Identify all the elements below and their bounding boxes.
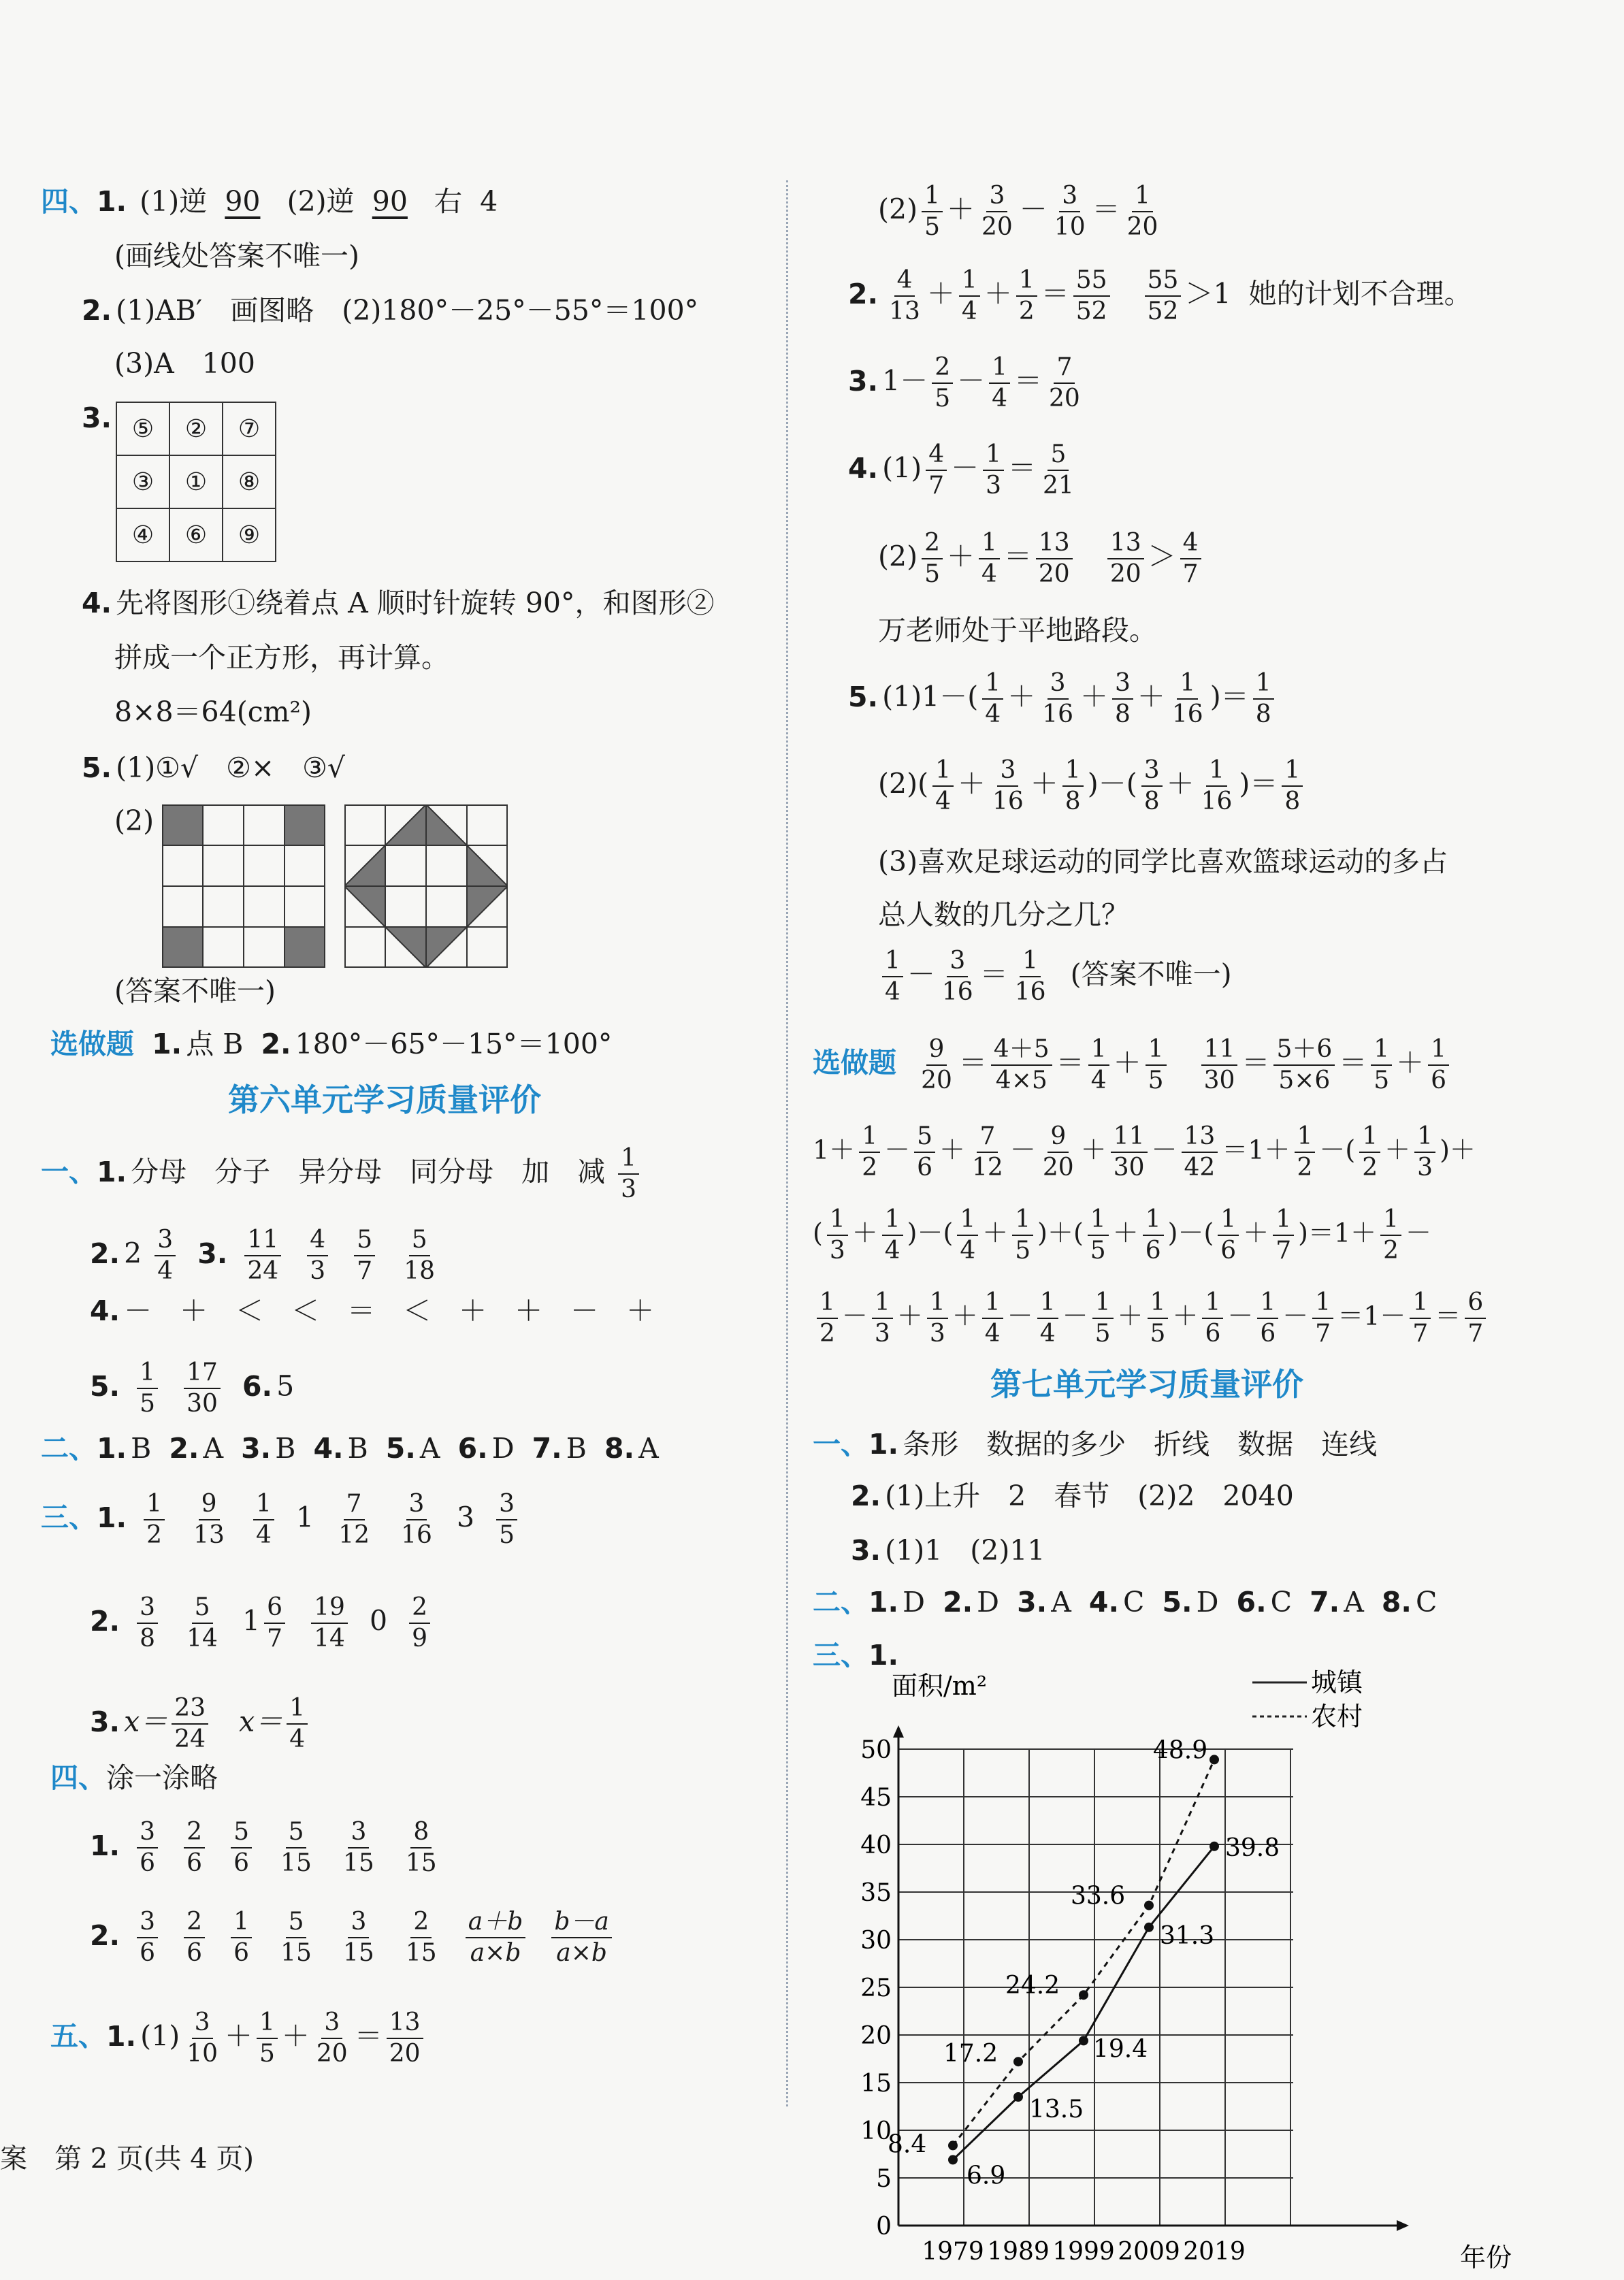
- fraction: $\frac{1}{4}$: [1088, 1035, 1109, 1096]
- fraction: $\frac{1}{8}$: [1062, 755, 1084, 817]
- fraction: $\frac{5}{6}$: [231, 1817, 252, 1878]
- u6-s1-q5-q6: 5. $\frac{1}{5}$ $\frac{17}{30}$ 6. 5: [90, 1358, 295, 1418]
- unit6-title: 第六单元学习质量评价: [228, 1081, 541, 1118]
- grid-cell: ⑦: [223, 402, 276, 455]
- fraction: $\frac{2}{9}$: [409, 1593, 430, 1654]
- fraction: $\frac{1}{6}$: [1202, 1288, 1223, 1349]
- fraction: $\frac{6}{7}$: [1465, 1288, 1486, 1349]
- u7-s3: 三、1.: [813, 1639, 899, 1672]
- x-axis-arrow: [1397, 2220, 1409, 2231]
- y-tick-label: 45: [860, 1784, 892, 1812]
- fraction: $\frac{3}{4}$: [155, 1225, 176, 1286]
- fraction: $\frac{1}{5}$: [257, 2008, 278, 2069]
- fraction: $\frac{5}{18}$: [404, 1226, 436, 1285]
- fraction: $\frac{1}{4}$: [882, 1205, 903, 1266]
- fraction: $\frac{5}{6}$: [914, 1122, 935, 1183]
- fraction: $\frac{1}{7}$: [1273, 1205, 1294, 1266]
- fraction: $\frac{5}{7}$: [354, 1225, 375, 1286]
- s4-q1: 四、1. (1)逆 90 (2)逆 90 右 4: [41, 185, 498, 218]
- s4-q2-b: (3)A 100: [114, 347, 255, 380]
- grid-cell: ⑧: [223, 455, 276, 508]
- u7-s1-q2: 2. (1)上升 2 春节 (2)2 2040: [851, 1480, 1294, 1512]
- r-optional-4: $\frac{1}{2}$ － $\frac{1}{3}$ ＋ $\frac{1}{3}$ ＋ $\frac{1}{4}$ － $\frac{1}{4}$ － $\frac{1}{5}$ ＋ $\frac{1}{5}$ ＋ $\frac{1}{6}$ － $\frac{1}{6}$ － $\frac{1}{7}$ ＝1－ $\frac{1}{7}$ ＝ $\frac{6}{7}$: [813, 1288, 1490, 1349]
- fraction: $\frac{1}{3}$: [872, 1288, 893, 1349]
- data-label: 6.9: [967, 2162, 1006, 2190]
- fraction: $\frac{19}{14}$: [311, 1593, 348, 1654]
- data-point: [1209, 1842, 1219, 1851]
- s4-q2: 2. (1)AB′ 画图略 (2)180°－25°－55°＝100°: [82, 294, 699, 327]
- fraction: $\frac{1}{4}$: [932, 755, 954, 817]
- fraction: $\frac{13}{20}$: [1107, 528, 1144, 589]
- fraction: $\frac{9}{13}$: [193, 1490, 225, 1549]
- page-footer: 案 第 2 页(共 4 页): [0, 2143, 254, 2175]
- fraction: $\frac{13}{20}$: [1036, 528, 1073, 589]
- fraction: $\frac{1}{16}$: [1171, 669, 1203, 728]
- r-q4-b: (2) $\frac{2}{5}$ ＋ $\frac{1}{4}$ ＝ $\frac{13}{20}$ $\frac{13}{20}$ ＞ $\frac{4}{7}$: [878, 528, 1205, 589]
- s4-q1-note: (画线处答案不唯一): [114, 240, 359, 272]
- s4-q5-b: (2): [114, 804, 155, 837]
- fraction: $\frac{4}{13}$: [889, 266, 920, 325]
- grid-cell: ⑨: [223, 508, 276, 561]
- x-tick-label: 2009: [1118, 2238, 1180, 2266]
- s4-q4-b: 拼成一个正方形，再计算。: [114, 641, 449, 674]
- s4-q4-c: 8×8＝64(cm²): [114, 696, 312, 728]
- fraction: $\frac{1}{4}$: [253, 1489, 274, 1550]
- fraction: $\frac{3}{15}$: [343, 1818, 374, 1877]
- u6-s3-q2: 2. $\frac{3}{8}$ $\frac{5}{14}$ 1 $\frac{6}{7}$ $\frac{19}{14}$ 0 $\frac{2}{9}$: [90, 1593, 434, 1654]
- x-tick-label: 1999: [1052, 2238, 1115, 2266]
- fraction: $\frac{1}{4}$: [989, 353, 1010, 414]
- chart-ylabel: 面积/m²: [892, 1671, 988, 1701]
- r-optional-1: 选做题 $\frac{9}{20}$ ＝ $\frac{4+5}{4\times 5}$ ＝ $\frac{1}{4}$ ＋ $\frac{1}{5}$ $\frac{11}{30}$ ＝ $\frac{5+6}{5\times 6}$ ＝ $\frac{1}{5}$ ＋ $\frac{1}{6}$: [813, 1035, 1453, 1096]
- fraction: $\frac{3}{6}$: [137, 1907, 158, 1968]
- fraction: $\frac{1}{3}$: [927, 1288, 948, 1349]
- number-grid: [116, 402, 276, 562]
- fraction: $\frac{5}{14}$: [186, 1593, 218, 1652]
- data-point: [1079, 2036, 1088, 2045]
- fraction: $\frac{2}{5}$: [932, 353, 953, 414]
- chart-xlabel: 年份: [1460, 2243, 1512, 2273]
- fraction: $\frac{9}{20}$: [921, 1035, 952, 1094]
- r-q1-2: (2) $\frac{1}{5}$ ＋ $\frac{3}{20}$ － $\frac{3}{10}$ ＝ $\frac{1}{20}$: [878, 181, 1165, 242]
- fraction: $\frac{1}{8}$: [1282, 755, 1303, 817]
- y-tick-label: 50: [860, 1736, 892, 1764]
- r-q4-c: 万老师处于平地路段。: [878, 614, 1157, 647]
- data-label: 17.2: [943, 2040, 998, 2068]
- y-tick-label: 30: [860, 1927, 892, 1955]
- fraction: $\frac{3}{15}$: [343, 1908, 374, 1967]
- fraction: $\frac{1}{8}$: [1253, 668, 1274, 730]
- optional-left: 选做题 1. 点 B 2. 180°－65°－15°＝100°: [50, 1028, 613, 1060]
- grid-figure-corners: [162, 804, 325, 968]
- data-point: [1209, 1755, 1219, 1764]
- fraction: $\frac{1}{3}$: [983, 440, 1004, 501]
- data-label: 8.4: [888, 2130, 927, 2159]
- x-tick-label: 2019: [1183, 2238, 1246, 2266]
- grid-cell: ②: [169, 402, 223, 455]
- data-point: [1079, 1990, 1088, 2000]
- fraction: $\frac{1}{5}$: [922, 181, 943, 242]
- data-point: [948, 2140, 958, 2150]
- grid-cell: ①: [169, 455, 223, 508]
- fraction: $\frac{1}{2}$: [144, 1489, 165, 1550]
- fraction: $\frac{5}{21}$: [1043, 440, 1074, 500]
- s4-q5-a: 5. (1)①√ ②× ③√: [82, 751, 346, 784]
- r-q5-e: $\frac{1}{4}$ － $\frac{3}{16}$ ＝ $\frac{1}{16}$ (答案不唯一): [878, 946, 1232, 1007]
- fraction: $\frac{11}{30}$: [1111, 1122, 1148, 1183]
- y-tick-label: 10: [860, 2117, 892, 2145]
- fraction: $\frac{1}{6}$: [231, 1907, 252, 1968]
- fraction: $\frac{1}{5}$: [1148, 1288, 1169, 1349]
- fraction: $\frac{3}{16}$: [941, 947, 973, 1006]
- data-label: 31.3: [1160, 1921, 1215, 1950]
- r-optional-2: 1＋ $\frac{1}{2}$ － $\frac{5}{6}$ ＋ $\frac{7}{12}$ － $\frac{9}{20}$ ＋ $\frac{11}{30}$ － $\frac{13}{42}$ ＝1＋ $\frac{1}{2}$ －( $\frac{1}{2}$ ＋ $\frac{1}{3}$ )＋: [813, 1122, 1476, 1182]
- fraction: $\frac{4}{3}$: [307, 1225, 328, 1286]
- fraction: $\frac{4}{7}$: [1180, 528, 1201, 589]
- fraction: $\frac{1}{3}$: [827, 1205, 848, 1266]
- fraction: $\frac{6}{7}$: [264, 1593, 285, 1654]
- legend-urban: 城镇: [1311, 1667, 1363, 1697]
- fraction: $\frac{1}{5}$: [1371, 1035, 1392, 1096]
- u7-s2: 二、1. D 2. D 3. A 4. C 5. D 6. C 7. A 8. C: [813, 1586, 1438, 1618]
- fraction: $\frac{3}{6}$: [137, 1817, 158, 1878]
- u7-s1-q1: 一、1. 条形 数据的多少 折线 数据 连线: [813, 1428, 1378, 1461]
- fraction: $\frac{1}{7}$: [1312, 1288, 1333, 1349]
- fraction: $\frac{11}{30}$: [1201, 1035, 1238, 1096]
- data-point: [1013, 2092, 1023, 2102]
- y-tick-label: 20: [860, 2022, 892, 2050]
- fraction: $\frac{3}{8}$: [137, 1593, 158, 1654]
- fraction: $\frac{2}{5}$: [922, 528, 943, 589]
- fraction: $\frac{11}{24}$: [244, 1225, 281, 1286]
- data-label: 24.2: [1005, 1972, 1060, 2000]
- u6-s1-q1: 一、1. 分母 分子 异分母 同分母 加 减 $\frac{1}{3}$: [41, 1143, 643, 1205]
- data-label: 33.6: [1071, 1882, 1126, 1910]
- fraction: $\frac{1}{5}$: [1012, 1205, 1033, 1266]
- fraction: $\frac{1}{3}$: [1414, 1122, 1435, 1183]
- fraction: $\frac{7}{20}$: [1049, 353, 1080, 412]
- fraction: $\frac{7}{12}$: [338, 1490, 370, 1549]
- data-label: 39.8: [1225, 1834, 1280, 1862]
- grid-cell: ⑤: [116, 402, 169, 455]
- fraction: $\frac{1}{16}$: [1201, 756, 1233, 815]
- fraction: $\frac{1}{4}$: [1037, 1288, 1058, 1349]
- fraction: $\frac{3}{8}$: [1141, 755, 1163, 817]
- fraction: $\frac{1}{5}$: [1146, 1035, 1167, 1096]
- u6-s4-q2: 2. $\frac{3}{6}$ $\frac{2}{6}$ $\frac{1}{6}$ $\frac{5}{15}$ $\frac{3}{15}$ $\frac{2}{15}$ $\frac{a+b}{a\times b}$ $\frac{b-a}{a\times b}$: [90, 1907, 616, 1968]
- fraction: $\frac{1}{7}$: [1410, 1288, 1431, 1349]
- fraction: $\frac{1}{6}$: [1257, 1288, 1278, 1349]
- fraction: $\frac{1}{4}$: [982, 1288, 1003, 1349]
- u6-s1-q4: 4. － ＋ ＜ ＜ ＝ ＜ ＋ ＋ － ＋: [90, 1294, 655, 1327]
- fraction: $\frac{1}{6}$: [1218, 1205, 1239, 1266]
- data-label: 48.9: [1153, 1736, 1208, 1765]
- x-tick-label: 1989: [987, 2238, 1050, 2266]
- grid-cell: ④: [116, 508, 169, 561]
- fraction: $\frac{5}{15}$: [280, 1908, 312, 1967]
- fraction: $\frac{2}{6}$: [184, 1817, 205, 1878]
- y-tick-label: 15: [860, 2070, 892, 2098]
- fraction: $\frac{1}{4}$: [959, 265, 980, 327]
- r-q5-c: (3)喜欢足球运动的同学比喜欢篮球运动的多占: [878, 845, 1448, 878]
- s4-q5-note: (答案不唯一): [114, 975, 276, 1007]
- fraction: $\frac{1}{2}$: [1295, 1122, 1316, 1183]
- data-point: [1144, 1923, 1154, 1932]
- fraction: $\frac{3}{16}$: [1042, 669, 1073, 728]
- fraction: $\frac{1}{4}$: [882, 946, 903, 1007]
- fraction: $\frac{55}{52}$: [1145, 265, 1182, 327]
- fraction: $\frac{1}{2}$: [859, 1122, 880, 1183]
- fraction: $\frac{3}{16}$: [992, 756, 1024, 815]
- x-tick-label: 1979: [922, 2238, 984, 2266]
- fraction: $\frac{5+6}{5\times 6}$: [1273, 1035, 1335, 1096]
- fraction: $\frac{1}{20}$: [1126, 182, 1158, 241]
- grid-cell: ⑥: [169, 508, 223, 561]
- fraction: $\frac{1}{4}$: [982, 668, 1003, 730]
- y-tick-label: 35: [860, 1879, 892, 1907]
- fraction: $\frac{3}{10}$: [186, 2008, 218, 2068]
- fraction: $\frac{3}{10}$: [1054, 182, 1086, 241]
- y-tick-label: 40: [860, 1831, 892, 1859]
- fraction: $\frac{3}{20}$: [316, 2008, 348, 2068]
- fraction: $\frac{1}{4}$: [957, 1205, 978, 1266]
- unit7-title: 第七单元学习质量评价: [990, 1366, 1303, 1403]
- fraction: $\frac{1}{5}$: [1088, 1205, 1109, 1266]
- data-point: [1013, 2057, 1023, 2066]
- fraction: $\frac{1}{16}$: [1014, 947, 1046, 1006]
- fraction: $\frac{3}{16}$: [401, 1490, 432, 1549]
- s4-q4-a: 4. 先将图形①绕着点 A 顺时针旋转 90°，和图形②: [82, 587, 715, 619]
- data-point: [948, 2155, 958, 2164]
- fraction: $\frac{1}{6}$: [1143, 1205, 1164, 1266]
- data-point: [1144, 1901, 1154, 1910]
- chart-labels: [860, 1736, 1280, 2266]
- fraction: $\frac{1}{2}$: [1016, 265, 1037, 327]
- fraction: $\frac{2}{15}$: [405, 1908, 437, 1967]
- u6-s4-q1: 1. $\frac{3}{6}$ $\frac{2}{6}$ $\frac{5}{6}$ $\frac{5}{15}$ $\frac{3}{15}$ $\frac{8}{15}$: [90, 1817, 444, 1878]
- fraction: $\frac{1}{6}$: [1428, 1035, 1449, 1096]
- fraction: $\frac{3}{20}$: [981, 182, 1013, 241]
- u7-s1-q3: 3. (1)1 (2)11: [851, 1534, 1045, 1567]
- fraction: $\frac{1}{4}$: [287, 1693, 308, 1755]
- fraction: $\frac{17}{30}$: [184, 1358, 221, 1419]
- fraction: $\frac{1}{3}$: [618, 1143, 639, 1205]
- fraction: $\frac{23}{24}$: [172, 1693, 208, 1755]
- grid-figure-diamond: [344, 804, 508, 968]
- fraction: $\frac{3}{5}$: [496, 1489, 517, 1550]
- fraction: $\frac{a+b}{a\times b}$: [466, 1907, 526, 1968]
- y-tick-label: 0: [876, 2213, 892, 2241]
- chart-axes: [893, 1725, 1409, 2231]
- u6-s3-q3: 3. x＝ $\frac{23}{24}$ x＝ $\frac{1}{4}$: [90, 1693, 312, 1755]
- fraction: $\frac{2}{6}$: [184, 1907, 205, 1968]
- fraction: $\frac{1}{2}$: [1380, 1205, 1401, 1266]
- r-q5-a: 5. (1)1－( $\frac{1}{4}$ ＋ $\frac{3}{16}$ ＋ $\frac{3}{8}$ ＋ $\frac{1}{16}$ )＝ $\frac{1}{8}$: [848, 668, 1278, 730]
- u6-s3-q1: 三、1. $\frac{1}{2}$ $\frac{9}{13}$ $\frac{1}{4}$ 1 $\frac{7}{12}$ $\frac{3}{16}$ 3 $\frac{3}{5}$: [41, 1489, 521, 1550]
- fraction: $\frac{1}{2}$: [817, 1288, 838, 1349]
- fraction: $\frac{4}{7}$: [926, 440, 947, 501]
- fraction: $\frac{1}{5}$: [1092, 1288, 1114, 1349]
- legend-rural: 农村: [1311, 1701, 1363, 1731]
- r-q3: 3. 1－ $\frac{2}{5}$ － $\frac{1}{4}$ ＝ $\frac{7}{20}$: [848, 353, 1087, 414]
- fraction: $\frac{4+5}{4\times 5}$: [991, 1035, 1052, 1096]
- y-axis-arrow: [893, 1725, 904, 1738]
- data-label: 13.5: [1029, 2096, 1084, 2123]
- fraction: $\frac{13}{42}$: [1182, 1122, 1218, 1183]
- r-q5-d: 总人数的几分之几？: [878, 898, 1129, 931]
- r-q4-a: 4. (1) $\frac{4}{7}$ － $\frac{1}{3}$ ＝ $\frac{5}{21}$: [848, 440, 1081, 501]
- u6-s5-q1: 五、1. (1) $\frac{3}{10}$ ＋ $\frac{1}{5}$ ＋ $\frac{3}{20}$ ＝ $\frac{13}{20}$: [50, 2008, 427, 2069]
- u6-s1-q2-q3: 2. 2 $\frac{3}{4}$ 3. $\frac{11}{24}$ $\frac{4}{3}$ $\frac{5}{7}$ $\frac{5}{18}$: [90, 1225, 442, 1286]
- fraction: $\frac{b-a}{a\times b}$: [551, 1907, 612, 1968]
- y-tick-label: 25: [860, 1974, 892, 2002]
- fraction: $\frac{1}{4}$: [979, 528, 1000, 589]
- u6-s4: 四、涂一涂略: [50, 1761, 218, 1794]
- data-label: 19.4: [1093, 2035, 1148, 2064]
- y-tick-label: 5: [876, 2165, 892, 2193]
- column-divider: [786, 180, 788, 2106]
- area-line-chart: [844, 1667, 1552, 2280]
- fraction: $\frac{13}{20}$: [387, 2008, 423, 2069]
- r-optional-3: ( $\frac{1}{3}$ ＋ $\frac{1}{4}$ )－( $\frac{1}{4}$ ＋ $\frac{1}{5}$ )＋( $\frac{1}{5}$ ＋ $\frac{1}{6}$ )－( $\frac{1}{6}$ ＋ $\frac{1}{7}$ )＝1＋ $\frac{1}{2}$ －: [813, 1205, 1432, 1265]
- fraction: $\frac{1}{2}$: [1359, 1122, 1380, 1183]
- s4-q3-num: 3.: [82, 402, 112, 434]
- r-q2: 2. $\frac{4}{13}$ ＋ $\frac{1}{4}$ ＋ $\frac{1}{2}$ ＝ $\frac{55}{52}$ $\frac{55}{52}$ ＞1 她的计划不合理。: [848, 266, 1472, 325]
- fraction: $\frac{1}{5}$: [137, 1358, 158, 1419]
- grid-cell: ③: [116, 455, 169, 508]
- r-q5-b: (2)( $\frac{1}{4}$ ＋ $\frac{3}{16}$ ＋ $\frac{1}{8}$ )－( $\frac{3}{8}$ ＋ $\frac{1}{16}$ )＝ $\frac{1}{8}$: [878, 755, 1307, 817]
- series-line-rural: [953, 1759, 1214, 2145]
- fraction: $\frac{3}{8}$: [1112, 668, 1133, 730]
- fraction: $\frac{9}{20}$: [1042, 1122, 1074, 1182]
- fraction: $\frac{7}{12}$: [972, 1122, 1003, 1182]
- u6-s2: 二、1. B 2. A 3. B 4. B 5. A 6. D 7. B 8. A: [41, 1432, 659, 1465]
- fraction: $\frac{8}{15}$: [405, 1818, 437, 1877]
- fraction: $\frac{5}{15}$: [280, 1818, 312, 1877]
- fraction: $\frac{55}{52}$: [1073, 265, 1110, 327]
